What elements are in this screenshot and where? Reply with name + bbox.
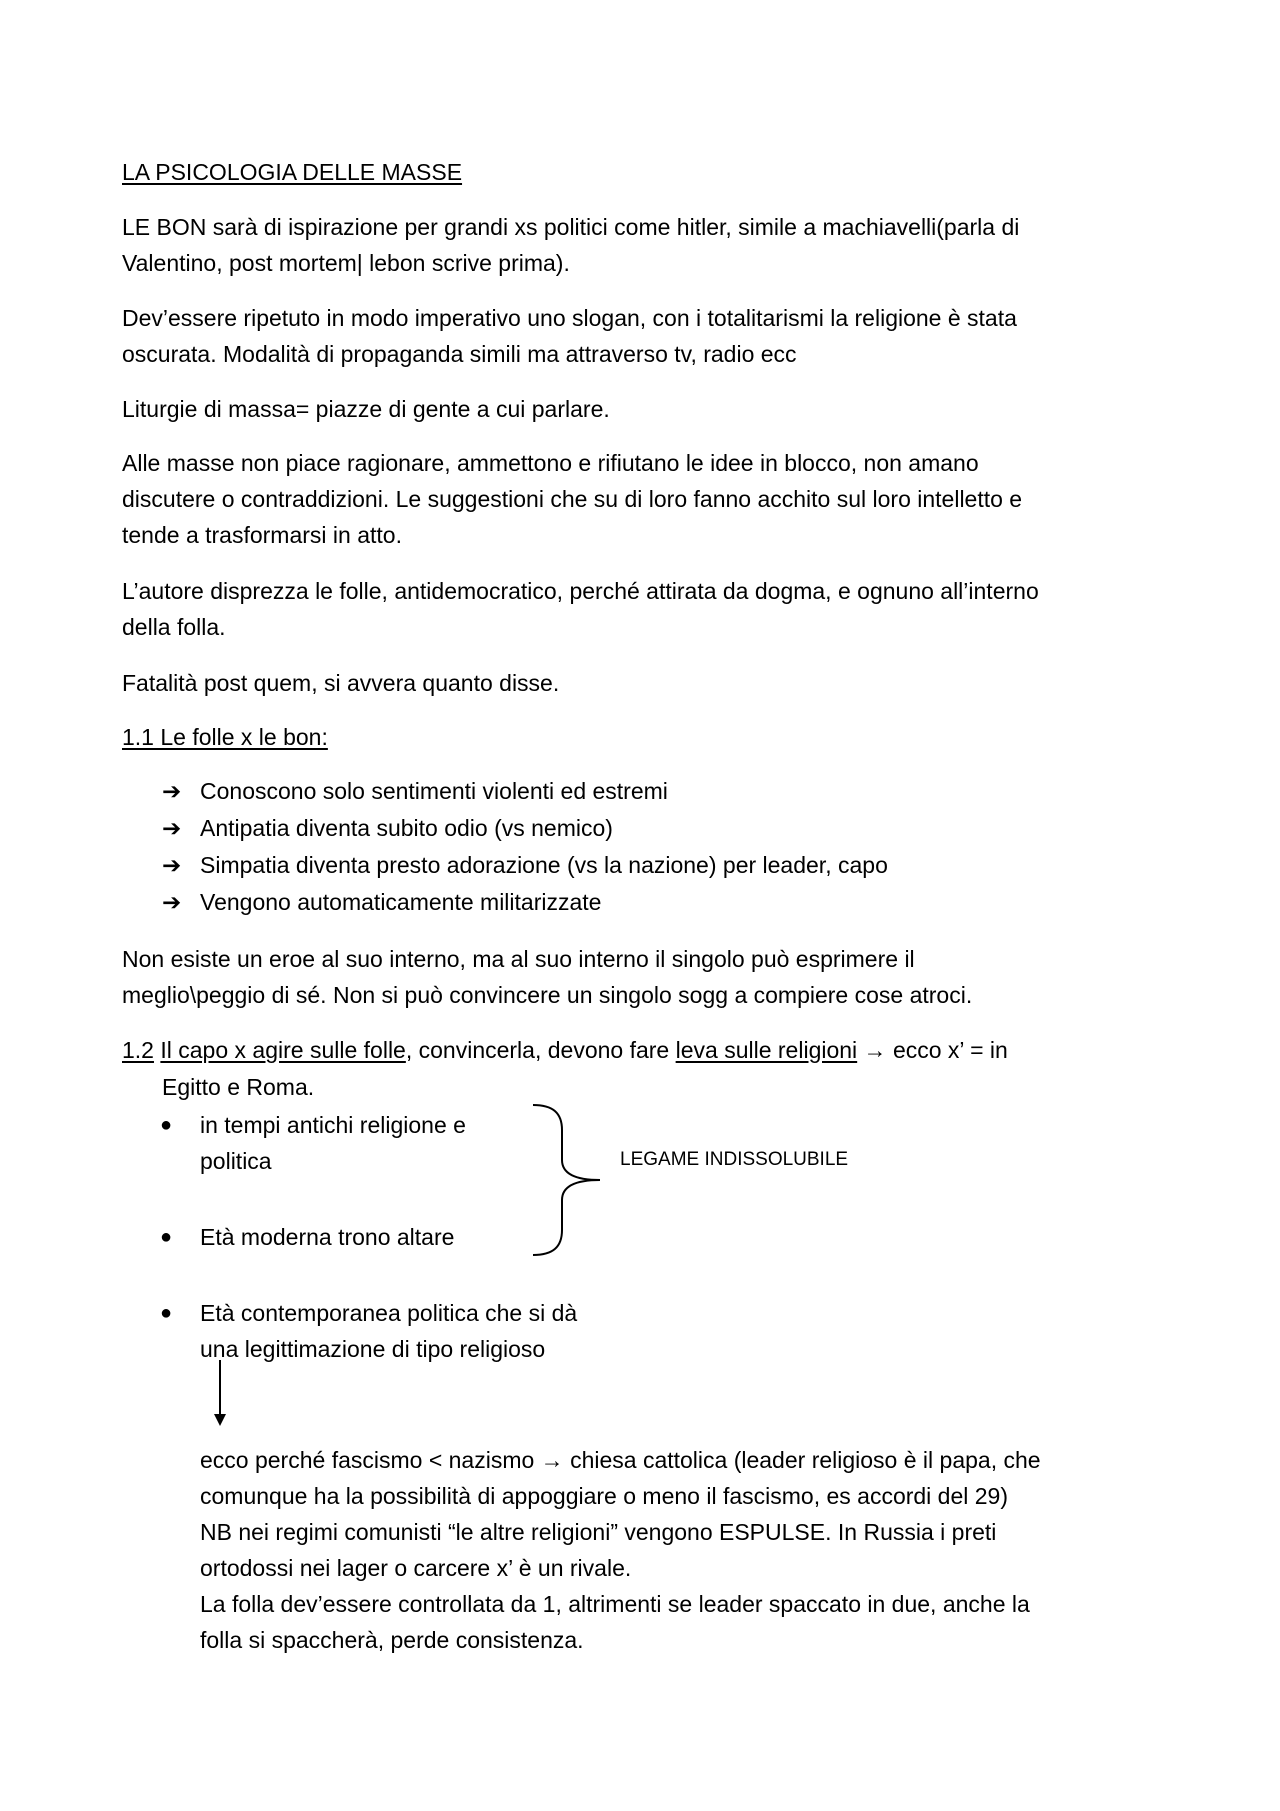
brace-label: LEGAME INDISSOLUBILE	[620, 1149, 849, 1170]
list-item: ➔ Conoscono solo sentimenti violenti ed estremi	[162, 773, 668, 809]
intro-paragraph-2: Dev’essere ripetuto in modo imperativo uno slogan, con i totalitarismi la religione è stata oscurata. Modalità di propaganda simili ma attraverso tv, radio ecc	[122, 305, 1017, 367]
section-1-heading: 1.1 Le folle x le bon:	[122, 724, 328, 750]
bullet-icon: ●	[160, 1114, 173, 1136]
section-2-heading: 1.2 Il capo x agire sulle folle, convincerla, devono fare leva sulle religioni → ecco x’ = in	[122, 1037, 1008, 1063]
intro-paragraph-5: L’autore disprezza le folle, antidemocratico, perché attirata da dogma, e ognuno all’interno della folla.	[122, 578, 1039, 640]
section-1-paragraph: Non esiste un eroe al suo interno, ma al suo interno il singolo può esprimere il meglio\peggio di sé. Non si può convincere un singolo sogg a compiere cose atroci.	[122, 946, 973, 1008]
arrow-down-head-icon	[214, 1414, 226, 1426]
bullet-item-ancient: in tempi antichi religione e politica	[200, 1112, 466, 1174]
arrow-icon: ➔	[162, 815, 182, 841]
page-title: LA PSICOLOGIA DELLE MASSE	[122, 159, 463, 185]
bullet-icon: ●	[160, 1302, 173, 1324]
intro-paragraph-4: Alle masse non piace ragionare, ammettono e rifiutano le idee in blocco, non amano discutere o contraddizioni. Le suggestioni che su di loro fanno acchito sul loro intelletto e tende a trasformarsi in atto.	[122, 450, 1023, 548]
arrow-icon: ➔	[162, 852, 182, 878]
curly-brace-icon	[533, 1105, 600, 1255]
intro-paragraph-6: Fatalità post quem, si avvera quanto disse.	[122, 670, 560, 696]
bullet-icon: ●	[160, 1226, 173, 1248]
intro-paragraph-1: LE BON sarà di ispirazione per grandi xs politici come hitler, simile a machiavelli(parla di Valentino, post mortem| lebon scrive prima).	[122, 214, 1020, 276]
arrow-icon: ➔	[162, 778, 182, 804]
intro-paragraph-3: Liturgie di massa= piazze di gente a cui parlare.	[122, 396, 610, 422]
list-item: ➔ Antipatia diventa subito odio (vs nemico)	[162, 810, 613, 846]
list-item: ➔ Vengono automaticamente militarizzate	[162, 884, 601, 920]
bullet-item-contemporary: Età contemporanea politica che si dà una legittimazione di tipo religioso	[200, 1300, 578, 1362]
list-item: ➔ Simpatia diventa presto adorazione (vs la nazione) per leader, capo	[162, 847, 888, 883]
section-2-heading-continuation: Egitto e Roma.	[162, 1074, 315, 1100]
arrow-icon: ➔	[162, 889, 182, 915]
bullet-item-modern: Età moderna trono altare	[200, 1224, 455, 1250]
section-2-conclusion: ecco perché fascismo < nazismo → chiesa cattolica (leader religioso è il papa, che comunque ha la possibilità di appoggiare o meno il fascismo, es accordi del 29) NB nei regimi comunisti “le altre religioni” vengono ESPULSE. In Russia i preti ortodossi nei lager o carcere x’ è un rivale. La folla dev’essere controllata da 1, altrimenti se leader spaccato in due, anche la folla si spaccherà, perde consistenza.	[200, 1447, 1041, 1653]
arrow-right-icon: →	[857, 1037, 893, 1063]
